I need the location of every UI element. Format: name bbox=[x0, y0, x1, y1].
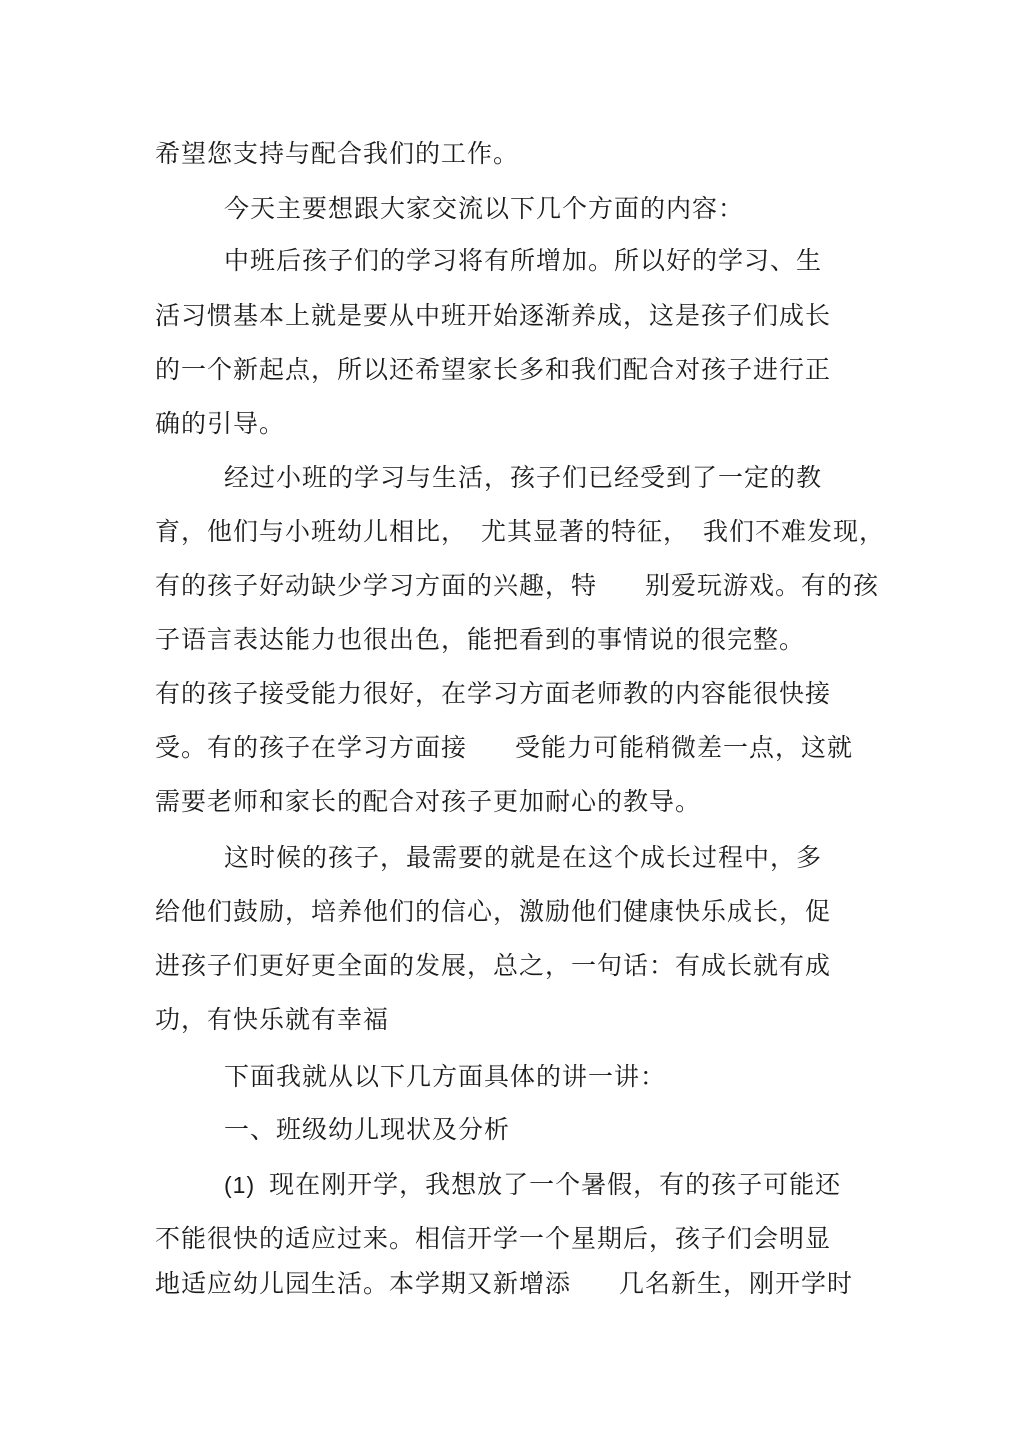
text: 下面我就从以下几方面具体的讲一讲： bbox=[224, 1062, 667, 1091]
text-line-14 bbox=[224, 842, 822, 874]
text-line-17 bbox=[155, 1004, 389, 1036]
text: 育，他们与小班幼儿相比， bbox=[155, 517, 468, 546]
text-line-9 bbox=[155, 570, 879, 602]
text-line-3 bbox=[224, 245, 822, 277]
text: 今天主要想跟大家交流以下几个方面的内容： bbox=[224, 194, 745, 223]
text: 现在刚开学，我想放了一个暑假，有的孩子可能还 bbox=[269, 1170, 842, 1199]
text: 地适应幼儿园生活。本学期又新增添 bbox=[155, 1269, 572, 1298]
text: 进孩子们更好更全面的发展，总之，一句话：有成长就有成 bbox=[155, 951, 832, 980]
text: 子语言表达能力也很出色，能把看到的事情说的很完整。 bbox=[155, 625, 806, 654]
text: 中班后孩子们的学习将有所增加。所以好的学习、生 bbox=[224, 246, 823, 275]
text-line-6 bbox=[155, 408, 285, 440]
text: 希望您支持与配合我们的工作。 bbox=[155, 139, 520, 168]
list-number: (1) bbox=[224, 1172, 256, 1198]
text: 这时候的孩子，最需要的就是在这个成长过程中，多 bbox=[224, 843, 823, 872]
text-line-5 bbox=[155, 354, 831, 386]
text-line-12 bbox=[155, 732, 853, 764]
text-line-4 bbox=[155, 300, 831, 332]
text: 我们不难发现， bbox=[703, 517, 886, 546]
text: 受。有的孩子在学习方面接 bbox=[155, 733, 468, 762]
text: 功，有快乐就有幸福 bbox=[155, 1005, 390, 1034]
text-line-21 bbox=[155, 1223, 831, 1255]
text-line-2 bbox=[224, 193, 744, 225]
text-line-13 bbox=[155, 786, 701, 818]
text: 有的孩子接受能力很好，在学习方面老师教的内容能很快接 bbox=[155, 679, 832, 708]
text-line-10 bbox=[155, 624, 805, 656]
text: 尤其显著的特征， bbox=[481, 517, 690, 546]
text: 给他们鼓励，培养他们的信心，激励他们健康快乐成长，促 bbox=[155, 897, 832, 926]
text-line-15 bbox=[155, 896, 831, 928]
text: 几名新生，刚开学时 bbox=[619, 1269, 854, 1298]
text: 一、班级幼儿现状及分析 bbox=[224, 1115, 511, 1144]
text-line-1 bbox=[155, 138, 519, 170]
text-line-11 bbox=[155, 678, 831, 710]
text-line-7 bbox=[224, 462, 822, 494]
text-line-18 bbox=[224, 1061, 666, 1093]
text: 活习惯基本上就是要从中班开始逐渐养成，这是孩子们成长 bbox=[155, 301, 832, 330]
text: 别爱玩游戏。有的孩 bbox=[645, 571, 880, 600]
text: 确的引导。 bbox=[155, 409, 286, 438]
text: 不能很快的适应过来。相信开学一个星期后，孩子们会明显 bbox=[155, 1224, 832, 1253]
text-line-20 bbox=[224, 1169, 841, 1201]
text-line-22 bbox=[155, 1268, 853, 1300]
text: 的一个新起点，所以还希望家长多和我们配合对孩子进行正 bbox=[155, 355, 832, 384]
text-line-16 bbox=[155, 950, 831, 982]
text: 受能力可能稍微差一点，这就 bbox=[515, 733, 854, 762]
text-line-19 bbox=[224, 1114, 510, 1146]
text: 有的孩子好动缺少学习方面的兴趣，特 bbox=[155, 571, 598, 600]
text-line-8 bbox=[155, 516, 885, 548]
text: 经过小班的学习与生活，孩子们已经受到了一定的教 bbox=[224, 463, 823, 492]
text: 需要老师和家长的配合对孩子更加耐心的教导。 bbox=[155, 787, 702, 816]
